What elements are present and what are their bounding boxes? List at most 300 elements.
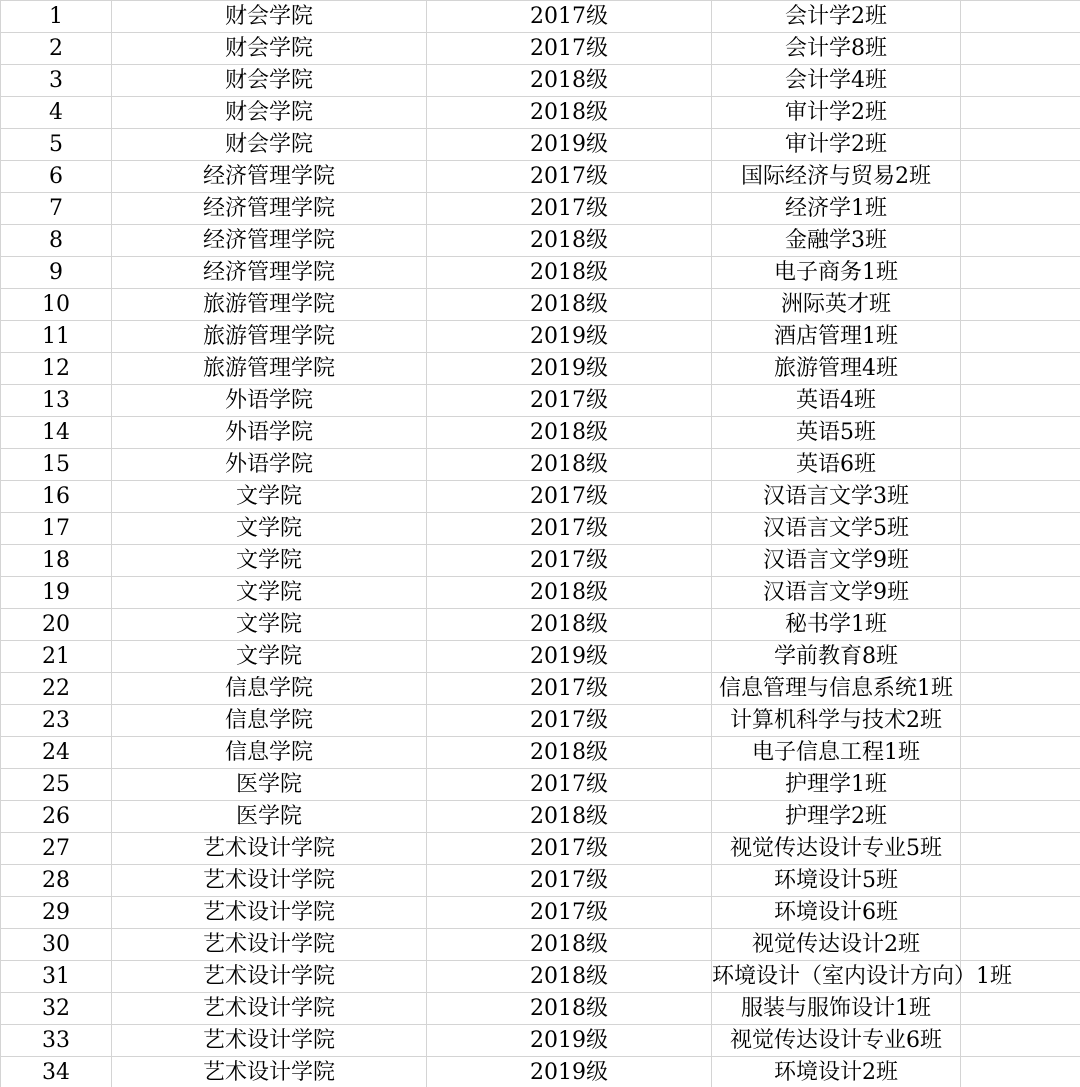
empty-cell[interactable] xyxy=(961,417,1080,449)
grade-cell-text: 2017级 xyxy=(530,900,608,925)
class-cell-text: 审计学2班 xyxy=(785,132,887,157)
empty-cell[interactable] xyxy=(961,225,1080,257)
grade-cell-text: 2018级 xyxy=(530,932,608,957)
grade-cell[interactable] xyxy=(427,1,712,33)
class-cell[interactable] xyxy=(712,193,961,225)
empty-cell[interactable] xyxy=(961,385,1080,417)
college-cell[interactable] xyxy=(112,481,427,513)
class-cell-text: 会计学8班 xyxy=(785,36,887,61)
college-cell[interactable] xyxy=(112,449,427,481)
class-cell-text: 护理学2班 xyxy=(785,804,887,829)
row-number-cell-text: 20 xyxy=(42,612,70,637)
row-number-cell[interactable] xyxy=(1,1,112,33)
row-number-cell[interactable] xyxy=(1,929,112,961)
class-cell[interactable] xyxy=(712,577,961,609)
row-number-cell[interactable] xyxy=(1,161,112,193)
grade-cell-text: 2017级 xyxy=(530,388,608,413)
class-cell-text: 洲际英才班 xyxy=(780,292,891,317)
row-number-cell-text: 28 xyxy=(42,868,70,893)
grade-cell[interactable] xyxy=(427,353,712,385)
table-row xyxy=(1,609,1080,641)
class-cell[interactable] xyxy=(712,321,961,353)
college-cell[interactable] xyxy=(112,65,427,97)
empty-cell[interactable] xyxy=(961,481,1080,513)
empty-cell[interactable] xyxy=(961,129,1080,161)
grade-cell[interactable] xyxy=(427,961,712,993)
class-cell-text: 服装与服饰设计1班 xyxy=(741,996,931,1021)
row-number-cell-text: 5 xyxy=(49,132,63,157)
grade-cell[interactable] xyxy=(427,481,712,513)
college-cell[interactable] xyxy=(112,33,427,65)
college-cell[interactable] xyxy=(112,417,427,449)
class-cell[interactable] xyxy=(712,993,961,1025)
table-row xyxy=(1,993,1080,1025)
college-cell[interactable] xyxy=(112,801,427,833)
grade-cell[interactable] xyxy=(427,129,712,161)
college-cell-text: 旅游管理学院 xyxy=(202,324,335,349)
college-cell[interactable] xyxy=(112,1057,427,1087)
college-cell-text: 文学院 xyxy=(235,516,302,541)
table-row xyxy=(1,321,1080,353)
row-number-cell[interactable] xyxy=(1,289,112,321)
row-number-cell-text: 25 xyxy=(42,772,70,797)
table-row xyxy=(1,929,1080,961)
grade-cell[interactable] xyxy=(427,193,712,225)
table-row xyxy=(1,833,1080,865)
class-cell-text: 护理学1班 xyxy=(785,772,887,797)
class-cell[interactable] xyxy=(712,1,961,33)
grade-cell[interactable] xyxy=(427,385,712,417)
grade-cell[interactable] xyxy=(427,161,712,193)
row-number-cell[interactable] xyxy=(1,65,112,97)
empty-cell[interactable] xyxy=(961,353,1080,385)
college-cell[interactable] xyxy=(112,577,427,609)
empty-cell[interactable] xyxy=(961,1,1080,33)
college-cell[interactable] xyxy=(112,1,427,33)
college-cell-text: 财会学院 xyxy=(224,68,313,93)
class-cell[interactable] xyxy=(712,609,961,641)
college-cell-text: 艺术设计学院 xyxy=(202,964,335,989)
row-number-cell-text: 15 xyxy=(42,452,70,477)
row-number-cell[interactable] xyxy=(1,225,112,257)
grade-cell[interactable] xyxy=(427,1057,712,1087)
table-row xyxy=(1,577,1080,609)
college-cell[interactable] xyxy=(112,673,427,705)
table-row xyxy=(1,481,1080,513)
grade-cell[interactable] xyxy=(427,65,712,97)
row-number-cell-text: 3 xyxy=(49,68,63,93)
college-cell[interactable] xyxy=(112,961,427,993)
college-cell-text: 文学院 xyxy=(235,548,302,573)
grade-cell[interactable] xyxy=(427,449,712,481)
row-number-cell[interactable] xyxy=(1,865,112,897)
class-cell-text: 国际经济与贸易2班 xyxy=(741,164,931,189)
table-row xyxy=(1,865,1080,897)
class-cell[interactable] xyxy=(712,897,961,929)
row-number-cell-text: 10 xyxy=(42,292,70,317)
class-cell-text: 视觉传达设计专业5班 xyxy=(730,836,942,861)
row-number-cell[interactable] xyxy=(1,481,112,513)
table-row xyxy=(1,545,1080,577)
row-number-cell[interactable] xyxy=(1,417,112,449)
empty-cell[interactable] xyxy=(961,257,1080,289)
college-cell-text: 文学院 xyxy=(235,644,302,669)
row-number-cell-text: 12 xyxy=(42,356,70,381)
class-cell[interactable] xyxy=(712,385,961,417)
grade-cell[interactable] xyxy=(427,225,712,257)
row-number-cell[interactable] xyxy=(1,545,112,577)
row-number-cell-text: 7 xyxy=(49,196,63,221)
college-cell-text: 艺术设计学院 xyxy=(202,900,335,925)
class-cell-text: 汉语言文学5班 xyxy=(763,516,909,541)
class-cell[interactable] xyxy=(712,481,961,513)
row-number-cell[interactable] xyxy=(1,641,112,673)
college-cell[interactable] xyxy=(112,257,427,289)
grade-cell-text: 2018级 xyxy=(530,420,608,445)
class-cell[interactable] xyxy=(712,545,961,577)
college-cell-text: 外语学院 xyxy=(224,452,313,477)
grade-cell-text: 2018级 xyxy=(530,580,608,605)
college-cell[interactable] xyxy=(112,769,427,801)
grade-cell[interactable] xyxy=(427,1025,712,1057)
grade-cell[interactable] xyxy=(427,33,712,65)
row-number-cell[interactable] xyxy=(1,129,112,161)
class-cell[interactable] xyxy=(712,641,961,673)
table-row xyxy=(1,961,1080,993)
college-cell[interactable] xyxy=(112,641,427,673)
row-number-cell[interactable] xyxy=(1,737,112,769)
grade-cell-text: 2017级 xyxy=(530,548,608,573)
row-number-cell-text: 33 xyxy=(42,1028,70,1053)
college-cell-text: 艺术设计学院 xyxy=(202,868,335,893)
table-row xyxy=(1,1057,1080,1087)
class-cell-text: 英语6班 xyxy=(796,452,876,477)
table-row xyxy=(1,225,1080,257)
grade-cell-text: 2017级 xyxy=(530,676,608,701)
empty-cell[interactable] xyxy=(961,929,1080,961)
table-row xyxy=(1,289,1080,321)
class-cell[interactable] xyxy=(712,673,961,705)
college-cell[interactable] xyxy=(112,897,427,929)
grade-cell-text: 2017级 xyxy=(530,868,608,893)
class-cell-text: 金融学3班 xyxy=(785,228,887,253)
empty-cell[interactable] xyxy=(961,33,1080,65)
table-row xyxy=(1,161,1080,193)
table-row xyxy=(1,737,1080,769)
class-cell-text: 汉语言文学3班 xyxy=(763,484,909,509)
college-cell-text: 财会学院 xyxy=(224,4,313,29)
grade-cell[interactable] xyxy=(427,417,712,449)
row-number-cell[interactable] xyxy=(1,97,112,129)
class-cell-text: 审计学2班 xyxy=(785,100,887,125)
grade-cell-text: 2017级 xyxy=(530,196,608,221)
college-cell-text: 信息学院 xyxy=(224,740,313,765)
row-number-cell[interactable] xyxy=(1,385,112,417)
empty-cell[interactable] xyxy=(961,513,1080,545)
class-cell[interactable] xyxy=(712,161,961,193)
grade-cell-text: 2017级 xyxy=(530,516,608,541)
row-number-cell[interactable] xyxy=(1,961,112,993)
class-cell-text: 汉语言文学9班 xyxy=(763,548,909,573)
college-cell-text: 文学院 xyxy=(235,580,302,605)
class-cell-text: 视觉传达设计2班 xyxy=(752,932,920,957)
grade-cell-text: 2017级 xyxy=(530,484,608,509)
grade-cell-text: 2019级 xyxy=(530,1028,608,1053)
row-number-cell-text: 26 xyxy=(42,804,70,829)
empty-cell[interactable] xyxy=(961,833,1080,865)
class-cell-text: 视觉传达设计专业6班 xyxy=(730,1028,942,1053)
college-cell-text: 旅游管理学院 xyxy=(202,356,335,381)
empty-cell[interactable] xyxy=(961,993,1080,1025)
row-number-cell[interactable] xyxy=(1,897,112,929)
college-cell[interactable] xyxy=(112,289,427,321)
class-cell[interactable] xyxy=(712,865,961,897)
college-cell-text: 财会学院 xyxy=(224,100,313,125)
class-cell-text: 英语4班 xyxy=(796,388,876,413)
empty-cell[interactable] xyxy=(961,769,1080,801)
grade-cell[interactable] xyxy=(427,577,712,609)
class-cell-text: 秘书学1班 xyxy=(785,612,887,637)
table-row xyxy=(1,513,1080,545)
row-number-cell[interactable] xyxy=(1,801,112,833)
class-cell[interactable] xyxy=(712,513,961,545)
class-cell[interactable] xyxy=(712,769,961,801)
grade-cell[interactable] xyxy=(427,321,712,353)
empty-cell[interactable] xyxy=(961,801,1080,833)
grade-cell-text: 2018级 xyxy=(530,804,608,829)
empty-cell[interactable] xyxy=(961,289,1080,321)
college-cell[interactable] xyxy=(112,737,427,769)
class-cell[interactable] xyxy=(712,225,961,257)
row-number-cell-text: 13 xyxy=(42,388,70,413)
row-number-cell[interactable] xyxy=(1,257,112,289)
college-cell[interactable] xyxy=(112,353,427,385)
grade-cell[interactable] xyxy=(427,737,712,769)
class-cell[interactable] xyxy=(712,257,961,289)
grade-cell-text: 2018级 xyxy=(530,452,608,477)
class-cell-text: 会计学2班 xyxy=(785,4,887,29)
empty-cell[interactable] xyxy=(961,193,1080,225)
row-number-cell-text: 21 xyxy=(42,644,70,669)
college-cell-text: 文学院 xyxy=(235,484,302,509)
empty-cell[interactable] xyxy=(961,705,1080,737)
class-cell[interactable] xyxy=(712,65,961,97)
row-number-cell[interactable] xyxy=(1,193,112,225)
row-number-cell-text: 9 xyxy=(49,260,63,285)
table-row xyxy=(1,1,1080,33)
empty-cell[interactable] xyxy=(961,97,1080,129)
empty-cell[interactable] xyxy=(961,1025,1080,1057)
grade-cell-text: 2018级 xyxy=(530,996,608,1021)
row-number-cell-text: 32 xyxy=(42,996,70,1021)
grade-cell[interactable] xyxy=(427,769,712,801)
college-cell-text: 经济管理学院 xyxy=(202,260,335,285)
class-cell-text: 会计学4班 xyxy=(785,68,887,93)
row-number-cell-text: 2 xyxy=(49,36,63,61)
grade-cell[interactable] xyxy=(427,97,712,129)
college-cell-text: 经济管理学院 xyxy=(202,196,335,221)
college-cell[interactable] xyxy=(112,193,427,225)
row-number-cell[interactable] xyxy=(1,33,112,65)
college-cell[interactable] xyxy=(112,129,427,161)
empty-cell[interactable] xyxy=(961,673,1080,705)
row-number-cell[interactable] xyxy=(1,577,112,609)
empty-cell[interactable] xyxy=(961,577,1080,609)
empty-cell[interactable] xyxy=(961,865,1080,897)
class-cell[interactable] xyxy=(712,929,961,961)
grade-cell-text: 2017级 xyxy=(530,164,608,189)
grade-cell[interactable] xyxy=(427,993,712,1025)
college-cell[interactable] xyxy=(112,705,427,737)
college-cell[interactable] xyxy=(112,865,427,897)
row-number-cell[interactable] xyxy=(1,705,112,737)
college-cell-text: 财会学院 xyxy=(224,36,313,61)
table-row xyxy=(1,897,1080,929)
grade-cell-text: 2019级 xyxy=(530,1060,608,1085)
college-cell[interactable] xyxy=(112,385,427,417)
row-number-cell[interactable] xyxy=(1,769,112,801)
class-cell[interactable] xyxy=(712,801,961,833)
grade-cell-text: 2017级 xyxy=(530,4,608,29)
college-cell-text: 文学院 xyxy=(235,612,302,637)
college-cell[interactable] xyxy=(112,161,427,193)
table-row xyxy=(1,97,1080,129)
class-cell-text: 环境设计6班 xyxy=(774,900,898,925)
table-row xyxy=(1,385,1080,417)
class-cell[interactable] xyxy=(712,417,961,449)
college-cell[interactable] xyxy=(112,545,427,577)
college-cell[interactable] xyxy=(112,513,427,545)
college-cell-text: 信息学院 xyxy=(224,708,313,733)
grade-cell-text: 2019级 xyxy=(530,132,608,157)
college-cell[interactable] xyxy=(112,833,427,865)
college-cell-text: 艺术设计学院 xyxy=(202,996,335,1021)
empty-cell[interactable] xyxy=(961,321,1080,353)
college-cell-text: 外语学院 xyxy=(224,388,313,413)
class-cell[interactable] xyxy=(712,737,961,769)
empty-cell[interactable] xyxy=(961,897,1080,929)
class-cell[interactable] xyxy=(712,705,961,737)
grade-cell[interactable] xyxy=(427,897,712,929)
row-number-cell[interactable] xyxy=(1,449,112,481)
grade-cell-text: 2017级 xyxy=(530,772,608,797)
row-number-cell[interactable] xyxy=(1,833,112,865)
row-number-cell[interactable] xyxy=(1,993,112,1025)
table-body xyxy=(1,1,1080,1087)
class-cell[interactable] xyxy=(712,1025,961,1057)
college-cell-text: 经济管理学院 xyxy=(202,164,335,189)
row-number-cell[interactable] xyxy=(1,609,112,641)
table-row xyxy=(1,417,1080,449)
class-cell[interactable] xyxy=(712,289,961,321)
college-cell-text: 医学院 xyxy=(235,772,302,797)
empty-cell[interactable] xyxy=(961,161,1080,193)
grade-cell-text: 2018级 xyxy=(530,68,608,93)
grade-cell[interactable] xyxy=(427,257,712,289)
class-cell[interactable] xyxy=(712,833,961,865)
grade-cell[interactable] xyxy=(427,545,712,577)
row-number-cell[interactable] xyxy=(1,673,112,705)
row-number-cell-text: 1 xyxy=(49,4,63,29)
row-number-cell-text: 8 xyxy=(49,228,63,253)
class-cell[interactable] xyxy=(712,449,961,481)
grade-cell[interactable] xyxy=(427,705,712,737)
grade-cell[interactable] xyxy=(427,865,712,897)
grade-cell[interactable] xyxy=(427,929,712,961)
college-cell[interactable] xyxy=(112,993,427,1025)
class-cell[interactable] xyxy=(712,353,961,385)
row-number-cell[interactable] xyxy=(1,1057,112,1087)
empty-cell[interactable] xyxy=(961,545,1080,577)
college-cell[interactable] xyxy=(112,1025,427,1057)
empty-cell[interactable] xyxy=(961,609,1080,641)
class-cell[interactable] xyxy=(712,961,1012,993)
row-number-cell-text: 17 xyxy=(42,516,70,541)
row-number-cell[interactable] xyxy=(1,1025,112,1057)
grade-cell[interactable] xyxy=(427,609,712,641)
row-number-cell[interactable] xyxy=(1,513,112,545)
college-cell-text: 财会学院 xyxy=(224,132,313,157)
row-number-cell[interactable] xyxy=(1,321,112,353)
college-cell[interactable] xyxy=(112,321,427,353)
row-number-cell-text: 19 xyxy=(42,580,70,605)
grade-cell-text: 2019级 xyxy=(530,324,608,349)
class-cell[interactable] xyxy=(712,1057,961,1087)
class-cell[interactable] xyxy=(712,97,961,129)
grade-cell-text: 2018级 xyxy=(530,100,608,125)
college-cell-text: 经济管理学院 xyxy=(202,228,335,253)
class-cell-text: 电子信息工程1班 xyxy=(752,740,920,765)
row-number-cell-text: 22 xyxy=(42,676,70,701)
grade-cell[interactable] xyxy=(427,641,712,673)
row-number-cell-text: 30 xyxy=(42,932,70,957)
grade-cell-text: 2018级 xyxy=(530,964,608,989)
table-row xyxy=(1,673,1080,705)
empty-cell[interactable] xyxy=(961,641,1080,673)
class-cell-text: 计算机科学与技术2班 xyxy=(730,708,942,733)
college-cell[interactable] xyxy=(112,225,427,257)
row-number-cell-text: 4 xyxy=(49,100,63,125)
class-cell[interactable] xyxy=(712,33,961,65)
empty-cell[interactable] xyxy=(961,65,1080,97)
row-number-cell-text: 34 xyxy=(42,1060,70,1085)
class-cell[interactable] xyxy=(712,129,961,161)
class-cell-text: 学前教育8班 xyxy=(774,644,898,669)
college-cell[interactable] xyxy=(112,609,427,641)
college-cell[interactable] xyxy=(112,929,427,961)
row-number-cell-text: 14 xyxy=(42,420,70,445)
grade-cell[interactable] xyxy=(427,833,712,865)
grade-cell-text: 2019级 xyxy=(530,644,608,669)
empty-cell[interactable] xyxy=(961,449,1080,481)
grade-cell[interactable] xyxy=(427,673,712,705)
grade-cell-text: 2018级 xyxy=(530,612,608,637)
empty-cell[interactable] xyxy=(961,737,1080,769)
grade-cell[interactable] xyxy=(427,801,712,833)
class-cell-text: 环境设计5班 xyxy=(774,868,898,893)
class-cell-text: 电子商务1班 xyxy=(774,260,898,285)
grade-cell-text: 2017级 xyxy=(530,836,608,861)
grade-cell[interactable] xyxy=(427,513,712,545)
table-row xyxy=(1,641,1080,673)
grade-cell[interactable] xyxy=(427,289,712,321)
college-cell[interactable] xyxy=(112,97,427,129)
row-number-cell[interactable] xyxy=(1,353,112,385)
grade-cell-text: 2017级 xyxy=(530,36,608,61)
table-row xyxy=(1,129,1080,161)
empty-cell[interactable] xyxy=(961,1057,1080,1087)
table-row xyxy=(1,705,1080,737)
